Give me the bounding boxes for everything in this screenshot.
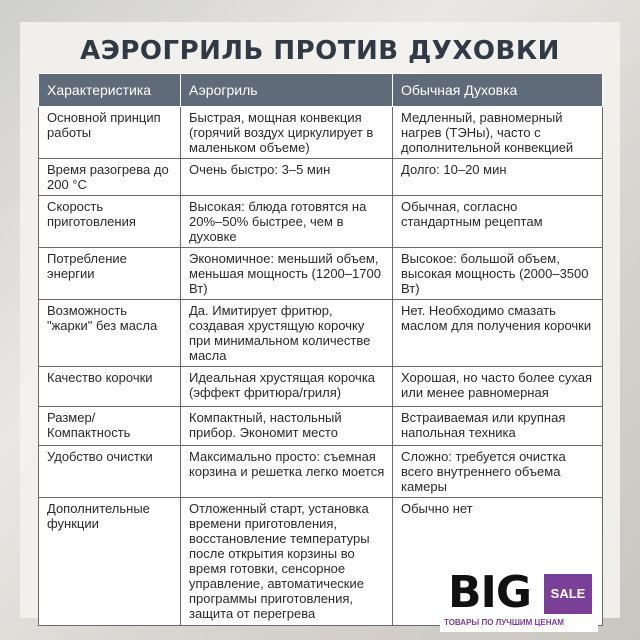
header-feature: Характеристика bbox=[39, 74, 181, 107]
oven-cell: Хорошая, но часто более сухая или менее равномерная bbox=[393, 367, 603, 407]
airfryer-cell: Отложенный старт, установка времени приготовления, восстановление температуры после открытия корзины во время готовки, сенсорное управление, автоматические программы приготовления, защита от перегрева bbox=[181, 498, 393, 626]
oven-cell: Обычная, согласно стандартным рецептам bbox=[393, 196, 603, 248]
airfryer-cell: Максимально просто: съемная корзина и решетка легко моется bbox=[181, 446, 393, 498]
table-row bbox=[39, 196, 603, 248]
oven-cell: Долго: 10–20 мин bbox=[393, 159, 603, 196]
oven-cell: Встраиваемая или крупная напольная техника bbox=[393, 407, 603, 446]
oven-cell: Медленный, равномерный нагрев (ТЭНы), часто с дополнительной конвекцией bbox=[393, 107, 603, 159]
airfryer-cell: Идеальная хрустящая корочка (эффект фритюра/гриля) bbox=[181, 367, 393, 407]
table-row bbox=[39, 407, 603, 446]
table-row bbox=[39, 367, 603, 407]
header-airfryer: Аэрогриль bbox=[181, 74, 393, 107]
table-row bbox=[39, 446, 603, 498]
airfryer-cell: Очень быстро: 3–5 мин bbox=[181, 159, 393, 196]
airfryer-cell: Экономичное: меньший объем, меньшая мощность (1200–1700 Вт) bbox=[181, 248, 393, 300]
feature-cell: Возможность "жарки" без масла bbox=[39, 300, 181, 367]
feature-cell: Скорость приготовления bbox=[39, 196, 181, 248]
header-oven: Обычная Духовка bbox=[393, 74, 603, 107]
airfryer-cell: Быстрая, мощная конвекция (горячий воздух циркулирует в маленьком объеме) bbox=[181, 107, 393, 159]
airfryer-cell: Компактный, настольный прибор. Экономит место bbox=[181, 407, 393, 446]
oven-cell: Нет. Необходимо смазать маслом для получения корочки bbox=[393, 300, 603, 367]
page-title: АЭРОГРИЛЬ ПРОТИВ ДУХОВКИ bbox=[80, 36, 560, 66]
table-header-row bbox=[39, 74, 603, 107]
logo-text: BIG bbox=[448, 567, 532, 618]
feature-cell: Удобство очистки bbox=[39, 446, 181, 498]
feature-cell: Дополнительные функции bbox=[39, 498, 181, 626]
table-row bbox=[39, 159, 603, 196]
table-row bbox=[39, 300, 603, 367]
airfryer-cell: Высокая: блюда готовятся на 20%–50% быстрее, чем в духовке bbox=[181, 196, 393, 248]
feature-cell: Основной принцип работы bbox=[39, 107, 181, 159]
oven-cell: Сложно: требуется очистка всего внутреннего объема камеры bbox=[393, 446, 603, 498]
feature-cell: Потребление энергии bbox=[39, 248, 181, 300]
oven-cell: Обычно нет bbox=[393, 498, 603, 626]
oven-cell: Высокое: большой объем, высокая мощность (2000–3500 Вт) bbox=[393, 248, 603, 300]
feature-cell: Время разогрева до 200 °С bbox=[39, 159, 181, 196]
table-row bbox=[39, 107, 603, 159]
table-row bbox=[39, 248, 603, 300]
sale-badge: SALE bbox=[544, 574, 592, 614]
big-sale-logo bbox=[440, 566, 598, 632]
feature-cell: Размер/ Компактность bbox=[39, 407, 181, 446]
logo-tagline: ТОВАРЫ ПО ЛУЧШИМ ЦЕНАМ bbox=[444, 618, 564, 627]
airfryer-cell: Да. Имитирует фритюр, создавая хрустящую корочку при минимальном количестве масла bbox=[181, 300, 393, 367]
comparison-table bbox=[38, 73, 603, 626]
feature-cell: Качество корочки bbox=[39, 367, 181, 407]
